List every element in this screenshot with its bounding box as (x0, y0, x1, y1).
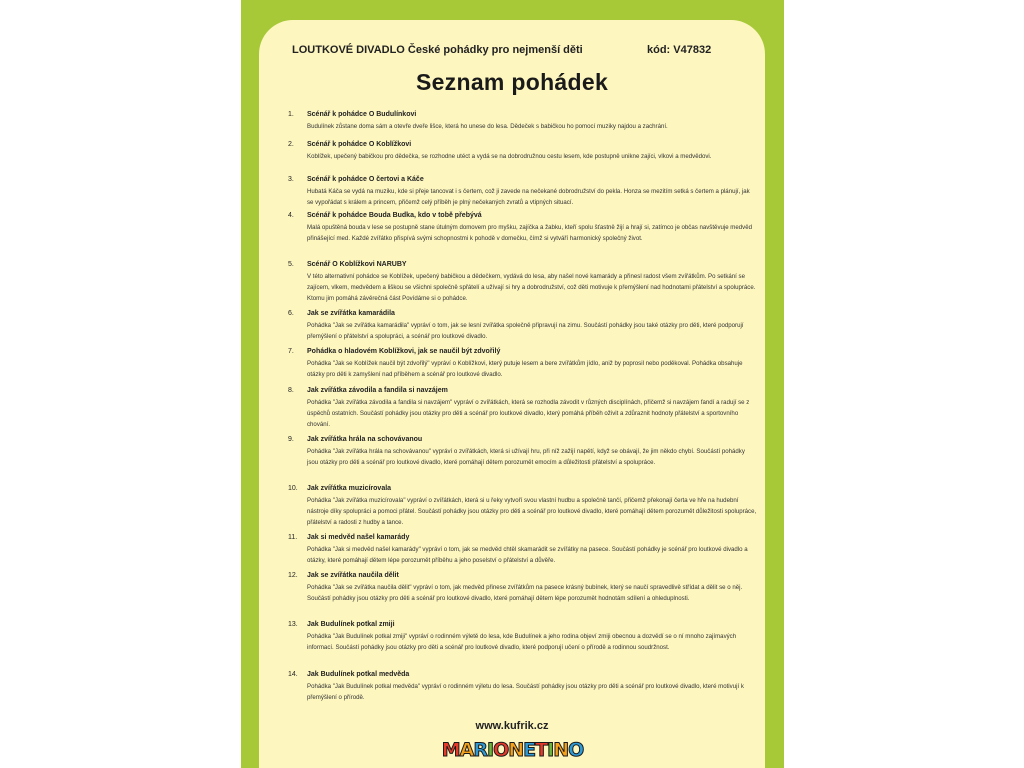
item-number: 5. (288, 261, 294, 268)
item-number: 14. (288, 671, 298, 678)
item-number: 1. (288, 111, 294, 118)
item-title: Jak zvířátka hrála na schovávanou (307, 436, 423, 443)
header-title: LOUTKOVÉ DIVADLO České pohádky pro nejmenší děti (292, 44, 583, 56)
item-number: 9. (288, 436, 294, 443)
item-description: Pohádka "Jak se zvířátka naučila dělit" vypráví o tom, jak medvěd přinese zvířátkům na pasece krásný bubínek, který se naučí spravedlivě střídat a dělit se o něj. Součástí pohádky jsou otázky pro děti a scénář pro loutkové divadlo, které pomáhají dětem lépe porozumět hodnotám sdílení a ohleduplnosti. (307, 584, 743, 602)
logo-letter: E (523, 738, 537, 761)
item-description: V této alternativní pohádce se Koblížek, upečený babičkou a dědečkem, vydává do lesa, aby našel nové kamarády a přinesl radost všem zvířátkům. Po setkání se zajícem, vlkem, medvědem a liškou se všichni společně spřátelí a užívají si hry a dobrodružství, což děti motivuje k přemýšlení nad hodnotami přátelství a spolupráce. Ktomu jim pomáhá závěrečná část Povídáme si o pohádce. (307, 273, 756, 302)
marionetino-logo (428, 737, 598, 762)
logo-letter: N (508, 738, 525, 761)
item-description: Pohádka "Jak Budulínek potkal zmiji" vypráví o rodinném výletě do lesa, kde Budulínek a jeho rodina objeví zmiji obecnou a dozvědí se o ní mnoho zajímavých informací. Součástí pohádky jsou otázky pro děti a scénář pro loutkové divadlo, které podporují učení o přírodě a rodinnou soudržnost. (307, 633, 737, 651)
item-title: Pohádka o hladovém Koblížkovi, jak se naučil být zdvořilý (307, 348, 501, 355)
item-description: Pohádka "Jak zvířátka muzicírovala" vypráví o zvířátkách, která si u řeky vytvoří svou vlastní hudbu a společně tančí, přičemž překonají čerta ve hře na hudební nástroje díky spolupráci a pomoci přátel. Součástí pohádky jsou otázky pro děti a scénář pro loutkové divadlo, které pomáhají dětem porozumět důležitosti spolupráce, přátelství a radosti z hudby a tance. (307, 497, 757, 526)
logo-letter: N (553, 738, 570, 761)
document-paper (259, 20, 765, 768)
product-code: kód: V47832 (647, 44, 712, 56)
logo-letter: T (535, 738, 549, 761)
logo-letter: O (493, 738, 510, 761)
item-description: Pohádka "Jak zvířátka závodila a fandila si navzájem" vypráví o zvířátkách, která se rozhodla závodit v různých disciplínách, přičemž si navzájem fandí a radují se z úspěchů ostatních. Součástí pohádky jsou otázky pro děti a scénář pro loutkové divadlo, který pomáhá příběh oživit a zdůraznit hodnoty přátelství a sportovního chování. (307, 399, 750, 428)
item-number: 4. (288, 212, 294, 219)
item-description: Pohádka "Jak se Koblížek naučil být zdvořilý" vypráví o Koblížkovi, který putuje lesem a bere zvířátkům jídlo, aniž by poprosil nebo poděkoval. Pohádka obsahuje otázky pro děti k zamyšlení nad příběhem a scénář pro loutkové divadlo. (307, 360, 743, 378)
logo-letter: A (459, 738, 475, 761)
item-description: Koblížek, upečený babičkou pro dědečka, se rozhodne utéct a vydá se na dobrodružnou cestu lesem, kde postupně unikne zajíci, vlkovi a medvědovi. (307, 153, 712, 160)
logo-letter: R (473, 738, 489, 761)
item-number: 12. (288, 572, 298, 579)
item-title: Scénář k pohádce O Budulínkovi (307, 111, 417, 118)
logo-letter: O (568, 738, 585, 761)
item-title: Jak zvířátka závodila a fandila si navzájem (307, 387, 448, 394)
item-number: 3. (288, 176, 294, 183)
item-title: Scénář k pohádce Bouda Budka, kdo v tobě přebývá (307, 212, 482, 219)
item-number: 2. (288, 141, 294, 148)
item-description: Pohádka "Jak zvířátka hrála na schovávanou" vypráví o zvířátkách, která si užívají hru, při níž zažijí napětí, když se obávají, že jim někdo chybí. Součástí pohádky jsou otázky pro děti a scénář pro loutkové divadlo, které pomáhají dětem porozumět emocím a důležitosti přátelství a spolupráce. (307, 448, 745, 466)
page-title: Seznam pohádek (415, 69, 609, 95)
item-description: Budulínek zůstane doma sám a otevře dveře lišce, která ho unese do lesa. Dědeček s babičkou ho pomocí muziky najdou a zachrání. (307, 123, 668, 130)
item-description: Malá opuštěná bouda v lese se postupně stane útulným domovem pro myšku, zajíčka a žabku, kteří spolu šťastně žijí a hrají si, zatímco je občas navštěvuje medvěd přinášející med. Každé zvířátko přispívá svými schopnostmi k pohodě v domečku, čímž si vytváří harmonický společný život. (307, 224, 752, 242)
logo-letter: M (441, 738, 461, 761)
item-title: Jak Budulínek potkal zmiji (307, 621, 395, 628)
item-description: Pohádka "Jak si medvěd našel kamarády" vypráví o tom, jak se medvěd chtěl skamarádit se zvířátky na pasece. Součástí pohádky je scénář pro loutkové divadlo a otázky, které pomáhají dětem lépe porozumět příběhu a jeho poselství o přátelství a důvěře. (307, 546, 748, 564)
item-description: Hubatá Káča se vydá na muziku, kde si přeje tancovat i s čertem, což ji zavede na nečekané dobrodružství do pekla. Honza se mezitím setká s čertem a plánují, jak se vypořádat s králem a princem, přičemž celý příběh je plný nečekaných zvratů a vtipných situací. (307, 188, 750, 206)
document-header (259, 44, 765, 56)
item-number: 10. (288, 485, 298, 492)
item-description: Pohádka "Jak Budulínek potkal medvěda" vypráví o rodinném výletu do lesa. Součástí pohádky jsou otázky pro děti a scénář pro loutkové divadlo, které motivují k přemýšlení o přírodě. (307, 683, 744, 701)
item-title: Jak se zvířátka kamarádila (307, 310, 395, 317)
item-number: 11. (288, 534, 298, 541)
item-title: Scénář k pohádce O Koblížkovi (307, 141, 412, 148)
item-number: 8. (288, 387, 294, 394)
logo-letter: I (547, 738, 555, 761)
item-title: Jak si medvěd našel kamarády (307, 534, 410, 541)
item-number: 7. (288, 348, 294, 355)
item-description: Pohádka "Jak se zvířátka kamarádila" vypráví o tom, jak se lesní zvířátka společně připravují na zimu. Součástí pohádky jsou také otázky pro děti, které podporují přemýšlení o přátelství a spolupráci, a scénář pro loutkové divadlo. (307, 322, 744, 340)
item-number: 6. (288, 310, 294, 317)
item-title: Jak zvířátka muzicírovala (307, 485, 392, 492)
item-number: 13. (288, 621, 298, 628)
item-title: Jak se zvířátka naučila dělit (307, 572, 399, 579)
item-title: Scénář O Koblížkovi NARUBY (307, 261, 407, 268)
logo-letter: I (487, 738, 495, 761)
website-url: www.kufrik.cz (475, 720, 549, 732)
item-title: Scénář k pohádce O čertovi a Káče (307, 176, 424, 183)
item-title: Jak Budulínek potkal medvěda (307, 671, 410, 678)
